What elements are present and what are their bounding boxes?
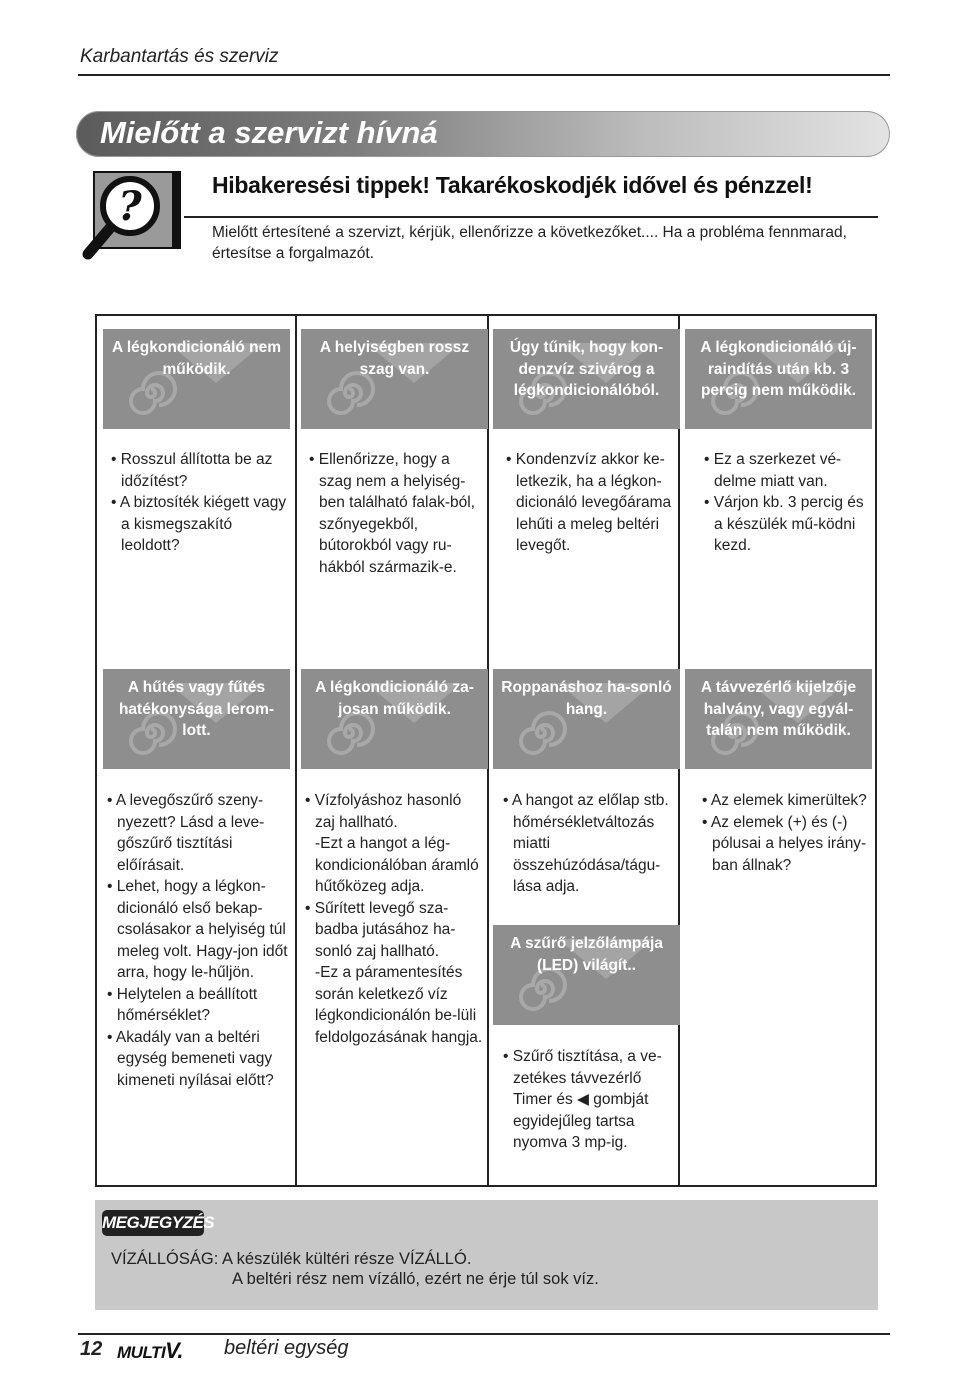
tips-heading: Hibakeresési tippek! Takarékoskodjék idővel és pénzzel! <box>212 172 813 198</box>
list-item: • Vízfolyáshoz hasonló zaj hallható. <box>305 790 483 833</box>
symptom-card <box>493 669 680 769</box>
footer-text: beltéri egység <box>224 1337 349 1359</box>
check-list <box>702 790 878 876</box>
top-divider <box>78 74 890 76</box>
symptom-card <box>685 329 872 429</box>
list-item: • Szűrő tisztítása, a ve-zetékes távvezérlő Timer és ◀ gombját egyidejűleg tartsa nyomva 3 mp-ig. <box>503 1046 675 1154</box>
check-list <box>503 790 675 898</box>
note-text: VÍZÁLLÓSÁG: A készülék kültéri része VÍZÁLLÓ. <box>111 1250 472 1268</box>
symptom-label: A légkondicionáló új-raindítás után kb. 3 percig nem működik. <box>700 339 857 399</box>
list-item: • Kondenzvíz akkor ke-letkezik, ha a légkon-dicionáló levegőárama lehűti a meleg beltéri levegőt. <box>506 449 676 557</box>
symptom-card <box>685 669 872 769</box>
check-list <box>503 1046 675 1154</box>
magnifier-question-icon <box>82 170 182 262</box>
brand-v: V. <box>165 1338 183 1363</box>
symptom-card <box>103 329 290 429</box>
intro-text: Mielőtt értesítené a szervizt, kérjük, ellenőrizze a következőket.... Ha a probléma fennmarad, értesítse a forgalmazót. <box>212 224 847 262</box>
list-item: • Akadály van a beltéri egység bemeneti vagy kimeneti nyílásai előtt? <box>107 1027 291 1092</box>
list-item: • Sűrített levegő sza-badba jutásához ha-sonló zaj hallható. <box>305 898 483 963</box>
symptom-label: A hűtés vagy fűtés hatékonysága lerom-lott. <box>118 679 275 739</box>
symptom-card <box>493 329 680 429</box>
list-item: • A biztosíték kiégett vagy a kismegszakító leoldott? <box>111 492 293 557</box>
brand-logo <box>117 1338 183 1364</box>
list-item: • A hangot az előlap stb. hőmérsékletváltozás miatti összehúzódása/tágu-lása adja. <box>503 790 675 898</box>
check-list <box>107 790 291 1091</box>
page-title: Mielőtt a szervizt hívná <box>100 115 438 150</box>
heading-divider <box>184 216 878 218</box>
title-banner <box>76 111 890 157</box>
symptom-card <box>493 925 680 1025</box>
svg-text:?: ? <box>118 183 142 230</box>
list-item: • Az elemek kimerültek? <box>702 790 878 812</box>
list-item: • Rosszul állította be az időzítést? <box>111 449 293 492</box>
symptom-label: Úgy tűnik, hogy kon-denzvíz szivárog a légkondicionálóból. <box>509 339 664 399</box>
list-item: • Az elemek (+) és (-) pólusai a helyes irány-ban állnak? <box>702 812 878 877</box>
symptom-label: A légkondicionáló za-josan működik. <box>315 679 474 718</box>
section-title: Karbantartás és szerviz <box>80 46 279 67</box>
list-item: • Helytelen a beállított hőmérséklet? <box>107 984 291 1027</box>
list-item: • A levegőszűrő szeny-nyezett? Lásd a leve-gőszűrő tisztítási előírásait. <box>107 790 291 876</box>
check-list <box>305 790 483 1048</box>
list-item: • Várjon kb. 3 percig és a készülék mű-ködni kezd. <box>704 492 876 557</box>
symptom-card <box>103 669 290 769</box>
list-item: • Ez a szerkezet vé-delme miatt van. <box>704 449 876 492</box>
page-number: 12 <box>80 1338 103 1360</box>
note-badge: MEGJEGYZÉS <box>102 1210 204 1236</box>
symptom-label: A szűrő jelzőlámpája (LED) világít.. <box>510 935 663 974</box>
list-item: -Ez a páramentesítés során keletkező víz légkondicionálón be-lüli feldolgozásának hangja. <box>315 964 483 1046</box>
check-list <box>704 449 876 557</box>
symptom-card <box>301 329 488 429</box>
list-item: -Ezt a hangot a lég-kondicionálóban áramló hűtőközeg adja. <box>315 835 479 895</box>
check-list <box>309 449 483 578</box>
symptom-label: A helyiségben rossz szag van. <box>319 339 470 378</box>
note-text: A beltéri rész nem vízálló, ezért ne érje túl sok víz. <box>232 1270 599 1288</box>
brand-name: MULTI <box>117 1343 166 1362</box>
symptom-label: A légkondicionáló nem működik. <box>111 339 282 378</box>
check-list <box>111 449 293 557</box>
note-box <box>95 1200 878 1310</box>
symptom-label: A távvezérlő kijelzője halvány, vagy egyál-talán nem működik. <box>700 679 857 739</box>
list-item: • Ellenőrizze, hogy a szag nem a helyiség-ben található falak-ból, szőnyegekből, bútorokból vagy ru-hákból származik-e. <box>309 449 483 578</box>
symptom-card <box>301 669 488 769</box>
column-divider <box>295 314 297 1187</box>
check-list <box>506 449 676 557</box>
bottom-divider <box>78 1333 890 1335</box>
list-item: • Lehet, hogy a légkon-dicionáló első bekap-csolásakor a helyiség túl meleg volt. Hagy-jon időt arra, hogy le-hűljön. <box>107 876 291 984</box>
symptom-label: Roppanáshoz ha-sonló hang. <box>501 679 672 718</box>
